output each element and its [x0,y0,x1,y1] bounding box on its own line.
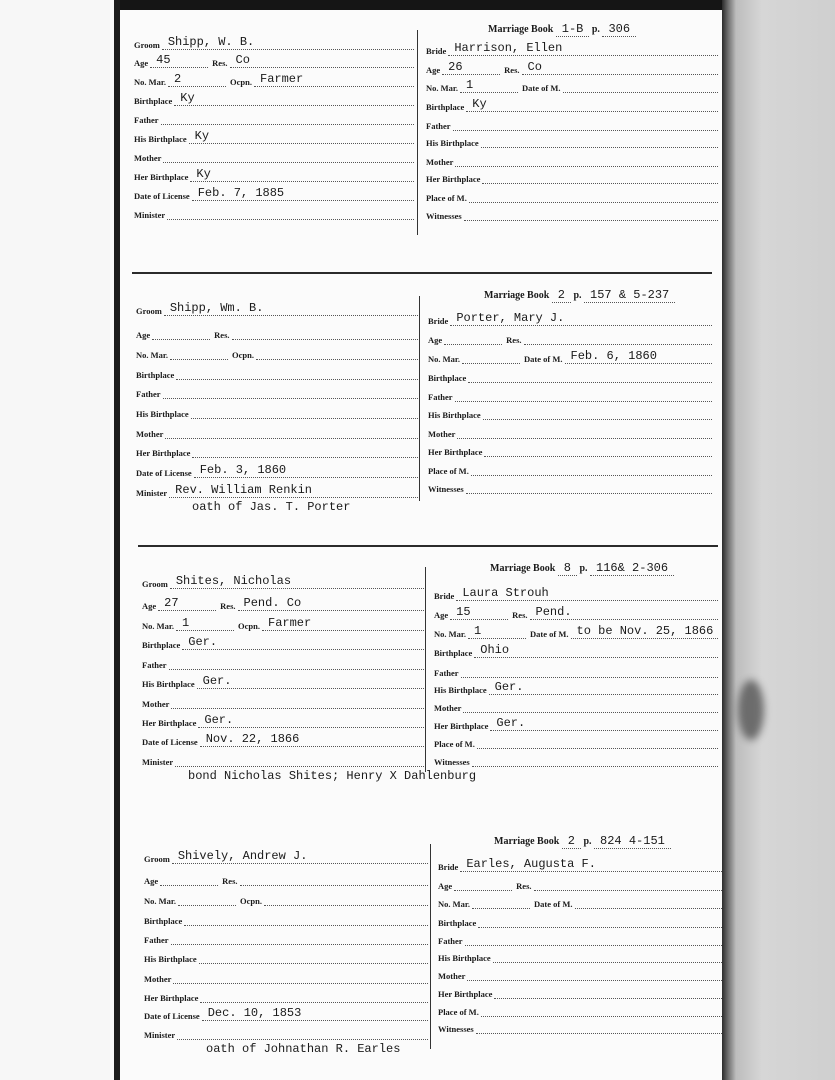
bride-father [465,932,722,946]
ocpn-label: Ocpn. [240,896,262,906]
age-label: Age [426,65,441,75]
bride-father [455,388,712,402]
her-birthplace-label: Her Birthplace [438,989,493,999]
page-label: p. [579,563,588,574]
no-mar-label: No. Mar. [142,621,175,631]
marriage-book-page: 157 & 5-237 [584,288,675,303]
marriage-book-page: 306 [602,22,636,37]
groom-age: 27 [158,597,216,611]
no-mar-label: No. Mar. [134,77,167,87]
bride-place-of-m [481,1003,722,1017]
marriage-book-ref [490,561,674,575]
scan-smudge [738,680,764,740]
mother-label: Mother [134,153,162,163]
res-label: Res. [516,881,532,891]
scan-right-strip [722,0,835,1080]
witnesses-label: Witnesses [426,211,462,221]
bride-witnesses [466,480,712,494]
birthplace-label: Birthplace [136,370,175,380]
bride-his-birthplace [493,949,722,963]
page-label: p. [583,836,592,847]
bride-name: Laura Strouh [456,587,718,601]
groom-no-mar [170,346,228,360]
groom-age: 45 [150,54,208,68]
bride-mother [467,967,722,981]
marriage-card [132,272,722,527]
groom-minister [175,753,424,767]
father-label: Father [142,660,167,670]
bride-age [444,331,502,345]
bride-label: Bride [438,862,459,872]
bride-no-mar [462,350,520,364]
bride-his-birthplace: Ger. [489,681,718,695]
father-label: Father [134,115,159,125]
her-birthplace-label: Her Birthplace [434,721,489,731]
marriage-book-label: Marriage Book [488,24,554,35]
marriage-book-label: Marriage Book [490,563,556,574]
page-label: p. [591,24,600,35]
groom-father [169,656,424,670]
marriage-card [142,820,732,1075]
mother-label: Mother [144,974,172,984]
groom-name: Shipp, W. B. [162,36,414,50]
groom-ocpn: Farmer [254,73,414,87]
witnesses-label: Witnesses [428,484,464,494]
groom-age [160,872,218,886]
bride-age [454,877,512,891]
age-label: Age [136,330,151,340]
bride-date-of-m: to be Nov. 25, 1866 [571,625,718,639]
no-mar-label: No. Mar. [136,350,169,360]
mother-label: Mother [136,429,164,439]
groom-mother [163,149,414,163]
no-mar-label: No. Mar. [434,629,467,639]
marriage-book-ref [488,22,636,36]
age-label: Age [142,601,157,611]
father-label: Father [434,668,459,678]
no-mar-label: No. Mar. [428,354,461,364]
father-label: Father [144,935,169,945]
bride-date-of-m: Feb. 6, 1860 [565,350,712,364]
bride-label: Bride [426,46,447,56]
birthplace-label: Birthplace [434,648,473,658]
res-label: Res. [220,601,236,611]
his-birthplace-label: His Birthplace [428,410,481,420]
bride-her-birthplace [482,170,718,184]
bride-age: 15 [450,606,508,620]
groom-label: Groom [144,854,170,864]
groom-mother [171,695,424,709]
card-divider [417,30,418,235]
bride-label: Bride [428,316,449,326]
groom-res [240,872,428,886]
bride-place-of-m [477,735,718,749]
groom-her-birthplace: Ky [190,168,414,182]
witnesses-label: Witnesses [438,1024,474,1034]
groom-father [171,931,428,945]
res-label: Res. [504,65,520,75]
bride-her-birthplace [494,985,722,999]
bride-no-mar: 1 [460,79,518,93]
record-note: oath of Jas. T. Porter [192,500,351,514]
groom-his-birthplace: Ky [189,130,414,144]
her-birthplace-label: Her Birthplace [134,172,189,182]
groom-name: Shites, Nicholas [170,575,424,589]
groom-res: Pend. Co [238,597,424,611]
marriage-book-page: 116& 2-306 [590,561,674,576]
birthplace-label: Birthplace [134,96,173,106]
age-label: Age [438,881,453,891]
bride-res [524,331,712,345]
groom-his-birthplace [191,405,418,419]
bride-witnesses [476,1020,722,1034]
bride-her-birthplace: Ger. [490,717,718,731]
place-of-m-label: Place of M. [434,739,475,749]
marriage-card [138,545,728,800]
father-label: Father [438,936,463,946]
date-of-license-label: Date of License [136,468,192,478]
mother-label: Mother [428,429,456,439]
res-label: Res. [506,335,522,345]
marriage-book-number: 8 [558,561,577,576]
bride-age: 26 [442,61,500,75]
marriage-card [130,10,720,265]
groom-her-birthplace [192,444,418,458]
page-label: p. [573,290,582,301]
her-birthplace-label: Her Birthplace [428,447,483,457]
witnesses-label: Witnesses [434,757,470,767]
date-of-license-label: Date of License [144,1011,200,1021]
date-of-license-label: Date of License [134,191,190,201]
minister-label: Minister [134,210,166,220]
marriage-book-ref [484,288,675,302]
date-of-m-label: Date of M. [530,629,569,639]
his-birthplace-label: His Birthplace [434,685,487,695]
her-birthplace-label: Her Birthplace [136,448,191,458]
no-mar-label: No. Mar. [438,899,471,909]
bride-no-mar: 1 [468,625,526,639]
place-of-m-label: Place of M. [426,193,467,203]
groom-his-birthplace: Ger. [197,675,424,689]
minister-label: Minister [142,757,174,767]
groom-label: Groom [134,40,160,50]
record-note: oath of Johnathan R. Earles [206,1042,401,1056]
groom-minister [177,1026,428,1040]
bride-witnesses [464,207,718,221]
bride-mother [455,153,718,167]
groom-date-of-license: Feb. 3, 1860 [194,464,418,478]
bride-birthplace [468,369,712,383]
birthplace-label: Birthplace [142,640,181,650]
bride-birthplace [478,914,722,928]
groom-ocpn [256,346,418,360]
minister-label: Minister [144,1030,176,1040]
groom-minister: Rev. William Renkin [169,484,418,498]
groom-name: Shively, Andrew J. [172,850,428,864]
bride-res: Co [522,61,718,75]
groom-birthplace [184,912,428,926]
bride-place-of-m [469,189,718,203]
birthplace-label: Birthplace [428,373,467,383]
groom-her-birthplace: Ger. [198,714,424,728]
card-top-rule [132,272,712,274]
groom-label: Groom [142,579,168,589]
mother-label: Mother [434,703,462,713]
card-top-rule [138,545,718,547]
birthplace-label: Birthplace [438,918,477,928]
bride-name: Harrison, Ellen [448,42,718,56]
groom-res [232,326,418,340]
bride-place-of-m [471,462,712,476]
bride-res [534,877,722,891]
bride-witnesses [472,753,718,767]
father-label: Father [426,121,451,131]
groom-father [161,111,414,125]
his-birthplace-label: His Birthplace [134,134,187,144]
bride-father [453,117,718,131]
her-birthplace-label: Her Birthplace [142,718,197,728]
res-label: Res. [214,330,230,340]
place-of-m-label: Place of M. [438,1007,479,1017]
age-label: Age [434,610,449,620]
groom-his-birthplace [199,950,428,964]
groom-father [163,385,418,399]
groom-date-of-license: Nov. 22, 1866 [200,733,424,747]
mother-label: Mother [142,699,170,709]
res-label: Res. [212,58,228,68]
groom-mother [173,970,428,984]
birthplace-label: Birthplace [426,102,465,112]
groom-age [152,326,210,340]
ocpn-label: Ocpn. [230,77,252,87]
his-birthplace-label: His Birthplace [438,953,491,963]
ocpn-label: Ocpn. [238,621,260,631]
marriage-book-ref [494,834,671,848]
bride-name: Earles, Augusta F. [460,858,722,872]
scan-left-margin [0,0,118,1080]
bride-birthplace: Ky [466,98,718,112]
groom-ocpn [264,892,428,906]
bride-his-birthplace [483,406,712,420]
groom-no-mar: 1 [176,617,234,631]
minister-label: Minister [136,488,168,498]
his-birthplace-label: His Birthplace [142,679,195,689]
marriage-book-page: 824 4-151 [594,834,671,849]
his-birthplace-label: His Birthplace [426,138,479,148]
her-birthplace-label: Her Birthplace [144,993,199,1003]
father-label: Father [136,389,161,399]
mother-label: Mother [438,971,466,981]
groom-minister [167,206,414,220]
bride-her-birthplace [484,443,712,457]
bride-res: Pend. [530,606,718,620]
mother-label: Mother [426,157,454,167]
bride-father [461,664,718,678]
age-label: Age [428,335,443,345]
groom-label: Groom [136,306,162,316]
bride-birthplace: Ohio [474,644,718,658]
bride-name: Porter, Mary J. [450,312,712,326]
groom-ocpn: Farmer [262,617,424,631]
father-label: Father [428,392,453,402]
groom-birthplace [176,366,418,380]
groom-name: Shipp, Wm. B. [164,302,418,316]
res-label: Res. [222,876,238,886]
groom-res: Co [230,54,414,68]
groom-birthplace: Ger. [182,636,424,650]
birthplace-label: Birthplace [144,916,183,926]
bride-date-of-m [563,79,718,93]
age-label: Age [134,58,149,68]
marriage-book-number: 2 [552,288,571,303]
bride-his-birthplace [481,134,718,148]
his-birthplace-label: His Birthplace [136,409,189,419]
marriage-book-number: 1-B [556,22,590,37]
card-divider [419,296,420,501]
marriage-book-number: 2 [562,834,581,849]
date-of-license-label: Date of License [142,737,198,747]
her-birthplace-label: Her Birthplace [426,174,481,184]
place-of-m-label: Place of M. [428,466,469,476]
groom-date-of-license: Feb. 7, 1885 [192,187,414,201]
card-divider [425,567,426,772]
bride-date-of-m [575,895,722,909]
groom-no-mar [178,892,236,906]
date-of-m-label: Date of M. [522,83,561,93]
bride-no-mar [472,895,530,909]
scan-top-border [0,0,835,10]
card-divider [430,844,431,1049]
groom-no-mar: 2 [168,73,226,87]
bride-mother [463,699,718,713]
date-of-m-label: Date of M. [524,354,563,364]
groom-birthplace: Ky [174,92,414,106]
groom-her-birthplace [200,989,428,1003]
groom-date-of-license: Dec. 10, 1853 [202,1007,428,1021]
res-label: Res. [512,610,528,620]
no-mar-label: No. Mar. [144,896,177,906]
no-mar-label: No. Mar. [426,83,459,93]
date-of-m-label: Date of M. [534,899,573,909]
bride-label: Bride [434,591,455,601]
record-note: bond Nicholas Shites; Henry X Dahlenburg [188,769,477,783]
groom-mother [165,425,418,439]
age-label: Age [144,876,159,886]
marriage-book-label: Marriage Book [494,836,560,847]
bride-mother [457,425,712,439]
ocpn-label: Ocpn. [232,350,254,360]
record-page [120,10,722,1080]
marriage-book-label: Marriage Book [484,290,550,301]
his-birthplace-label: His Birthplace [144,954,197,964]
